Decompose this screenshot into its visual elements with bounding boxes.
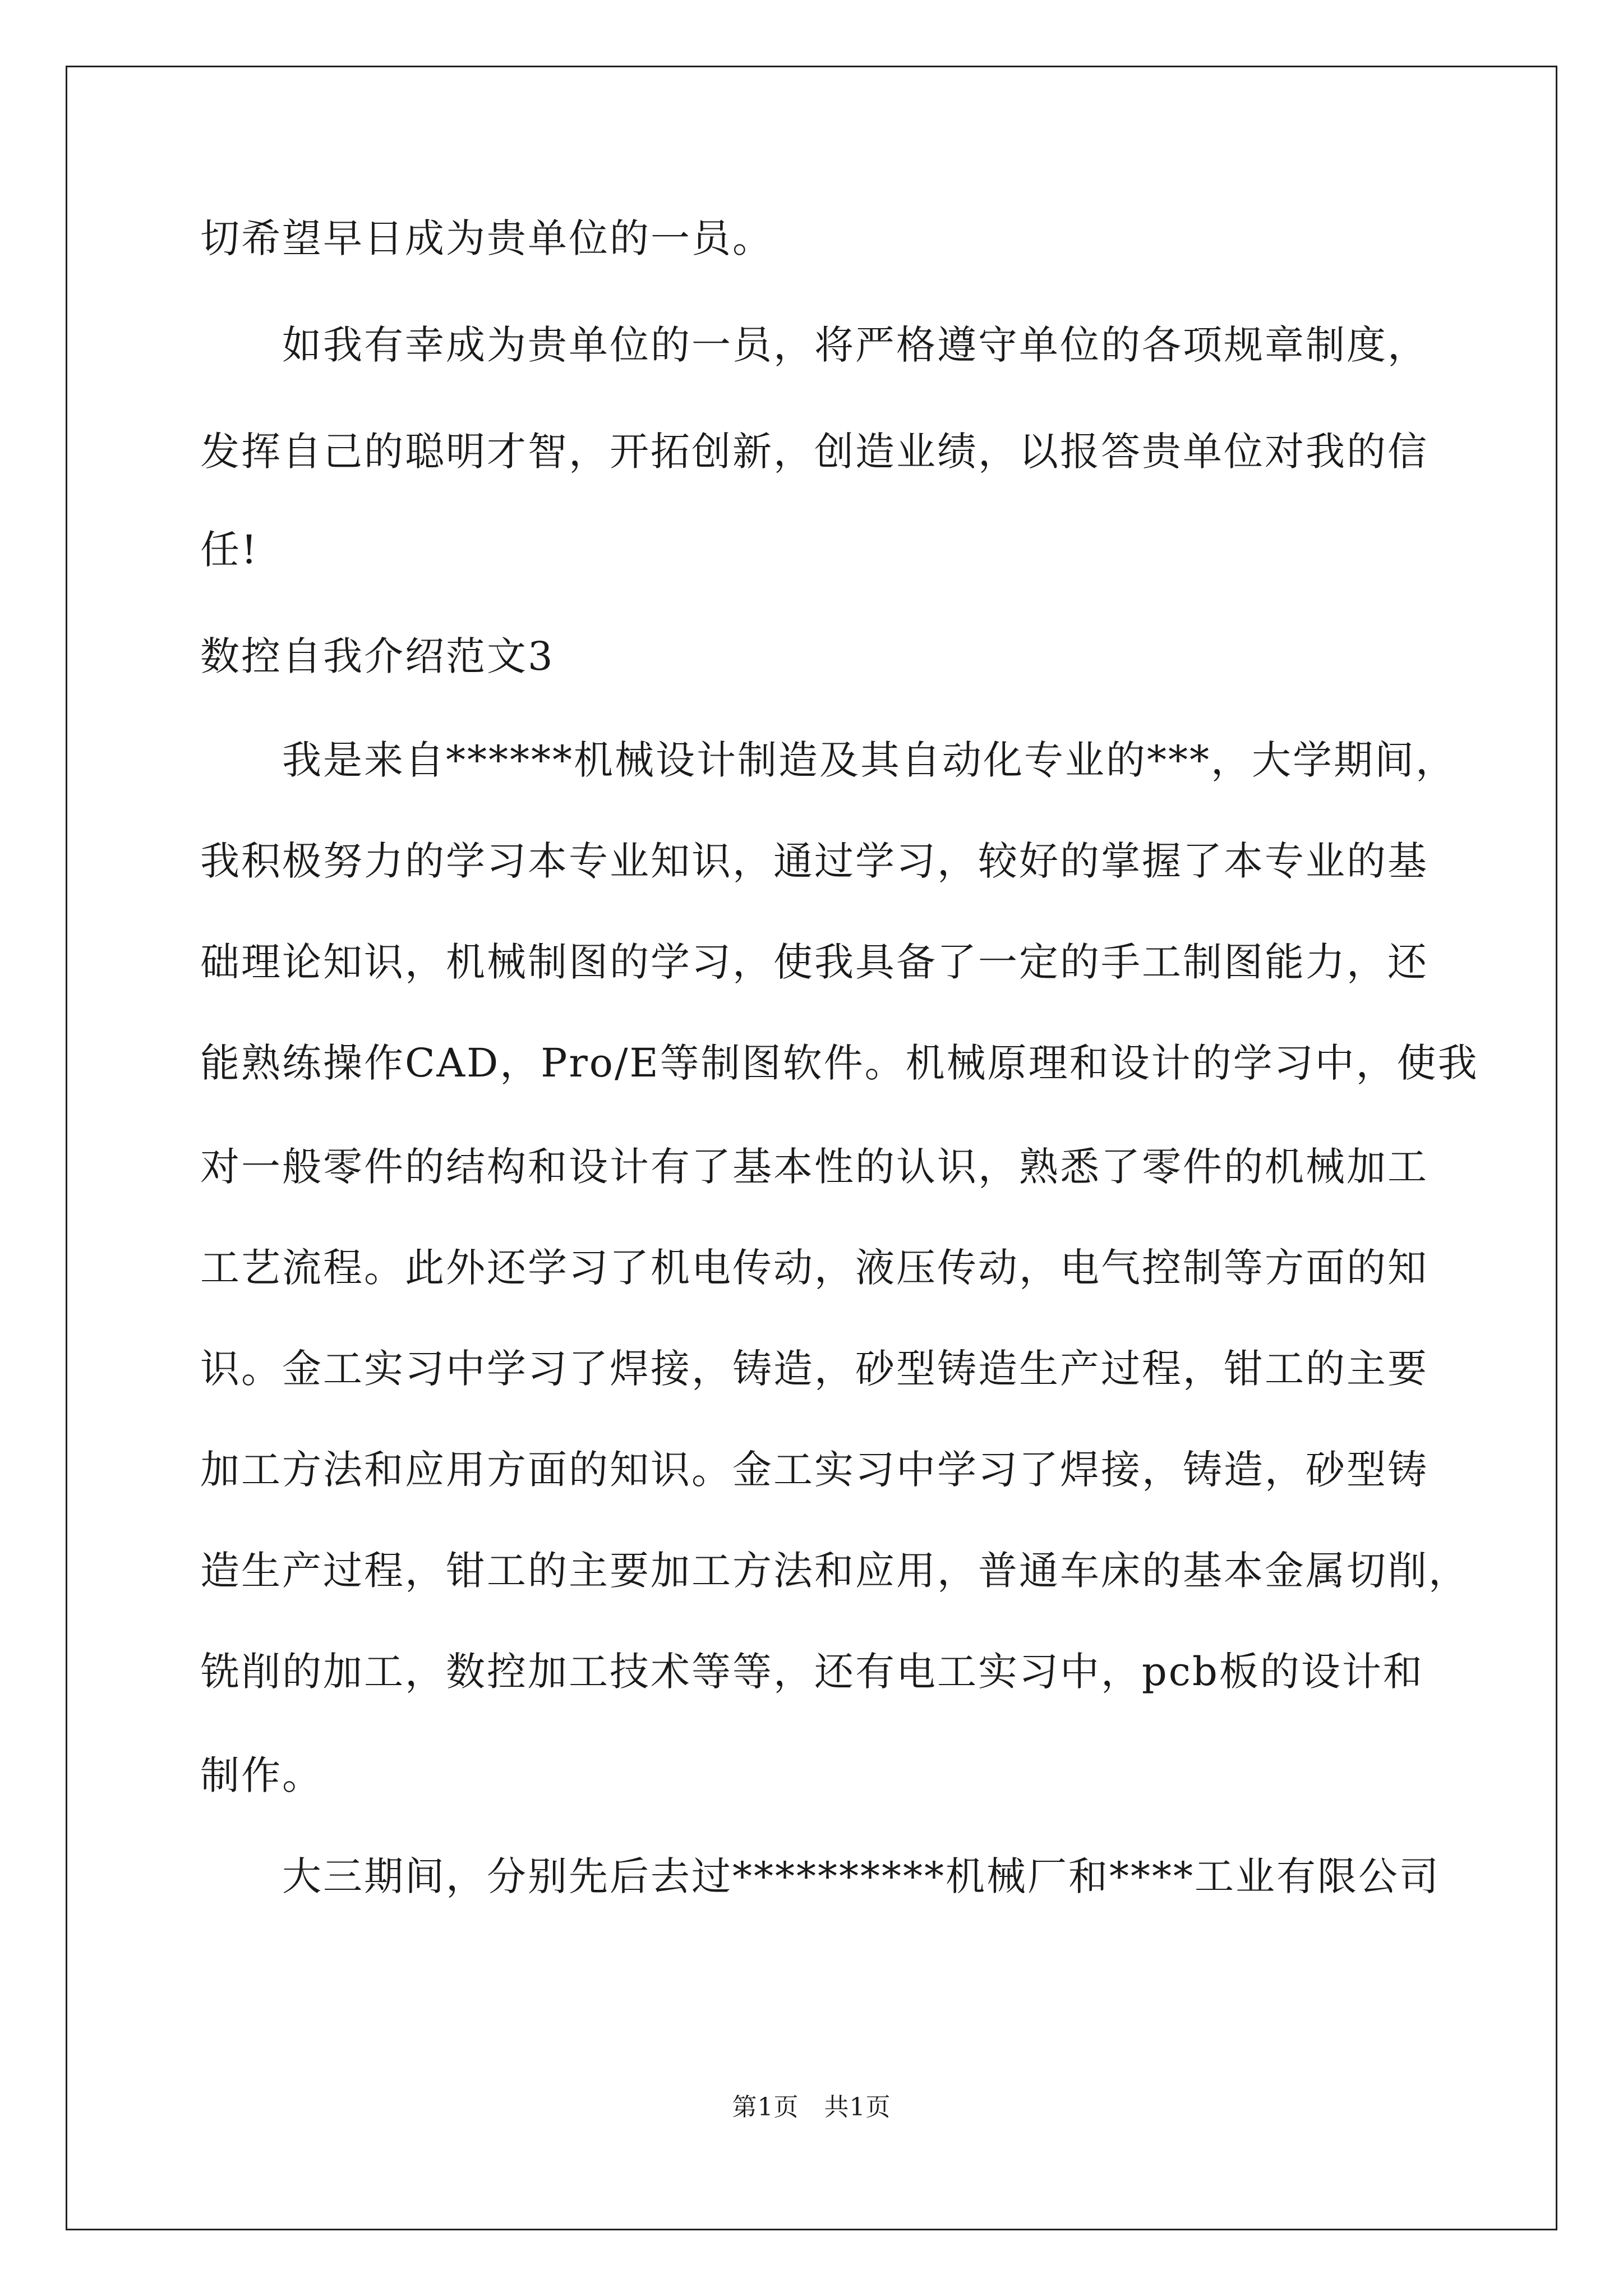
- text-line: 识。金工实习中学习了焊接，铸造，砂型铸造生产过程，钳工的主要: [200, 1346, 1428, 1392]
- text-line: 发挥自己的聪明才智，开拓创新，创造业绩，以报答贵单位对我的信: [200, 429, 1428, 475]
- paragraph-line: 如我有幸成为贵单位的一员，将严格遵守单位的各项规章制度，: [282, 322, 1428, 368]
- text-line: 工艺流程。此外还学习了机电传动，液压传动，电气控制等方面的知: [200, 1245, 1428, 1291]
- text-line: 铣削的加工，数控加工技术等等，还有电工实习中，pcb板的设计和: [200, 1649, 1424, 1695]
- paragraph-line: 大三期间，分别先后去过**********机械厂和****工业有限公司: [282, 1853, 1440, 1899]
- paragraph-line: 我是来自******机械设计制造及其自动化专业的***，大学期间，: [282, 737, 1456, 783]
- text-line: 加工方法和应用方面的知识。金工实习中学习了焊接，铸造，砂型铸: [200, 1447, 1428, 1493]
- text-line: 造生产过程，钳工的主要加工方法和应用，普通车床的基本金属切削，: [200, 1548, 1469, 1594]
- page-number-footer: 第1页 共1页: [732, 2093, 891, 2122]
- text-line: 切希望早日成为贵单位的一员。: [200, 215, 773, 261]
- text-line: 对一般零件的结构和设计有了基本性的认识，熟悉了零件的机械加工: [200, 1144, 1428, 1190]
- text-line: 任!: [200, 527, 259, 573]
- text-line: 础理论知识，机械制图的学习，使我具备了一定的手工制图能力，还: [200, 939, 1428, 985]
- text-line: 制作。: [200, 1752, 323, 1798]
- text-line: 我积极努力的学习本专业知识，通过学习，较好的掌握了本专业的基: [200, 838, 1428, 884]
- section-heading: 数控自我介绍范文3: [200, 633, 555, 679]
- text-line: 能熟练操作CAD，Pro/E等制图软件。机械原理和设计的学习中，使我: [200, 1040, 1479, 1086]
